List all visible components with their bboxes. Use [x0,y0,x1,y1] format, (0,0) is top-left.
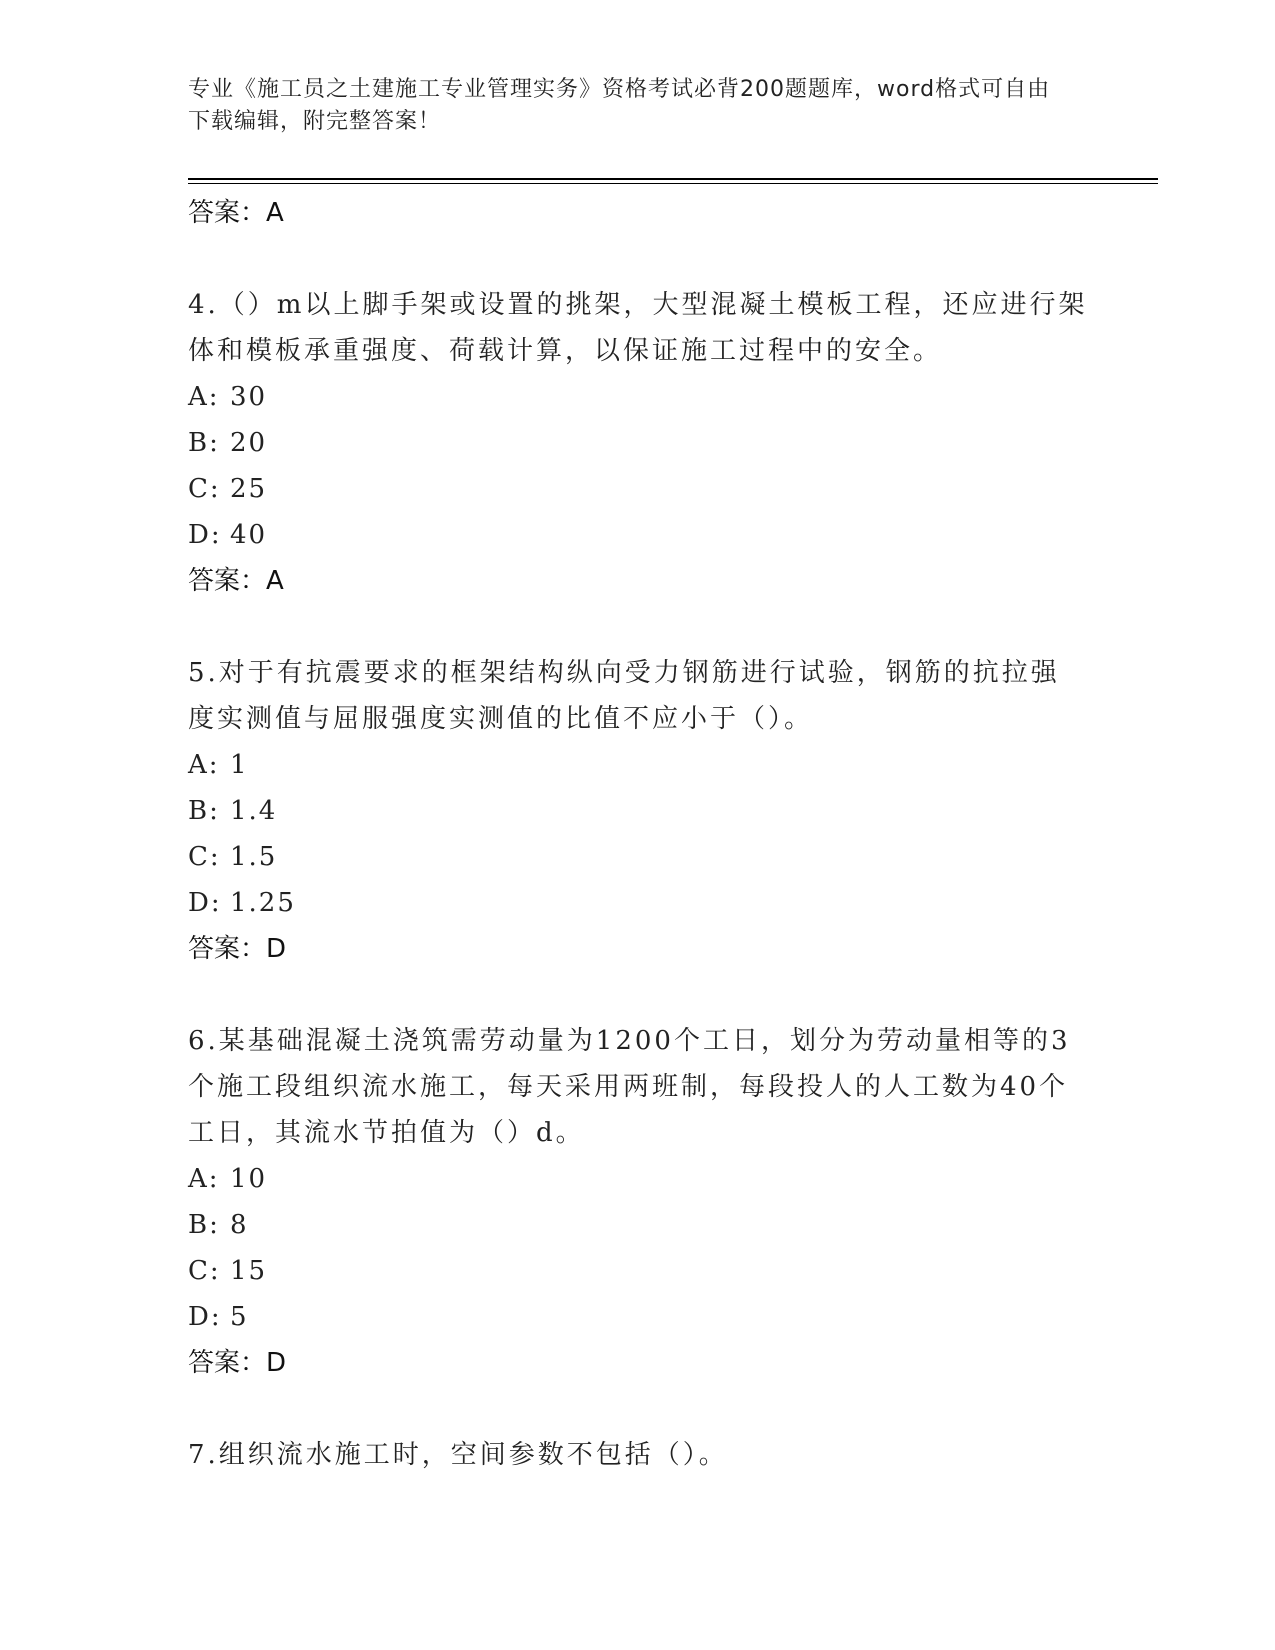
question-text: 4.（）m以上脚手架或设置的挑架，大型混凝土模板工程，还应进行架体和模板承重强度、荷载计算，以保证施工过程中的安全。 [188,290,1088,366]
option-c [188,834,1088,880]
option-key: D: [188,520,222,550]
option-key: A: [188,382,220,412]
question-item [188,1018,1088,1386]
option-c [188,1248,1088,1294]
option-d [188,880,1088,926]
option-value: 1.25 [230,888,296,918]
option-value: 25 [230,474,268,504]
option-value: 15 [230,1256,268,1286]
option-key: B: [188,1210,220,1240]
option-key: B: [188,796,220,826]
option-key: D: [188,1302,222,1332]
option-b [188,788,1088,834]
option-c [188,466,1088,512]
option-d [188,512,1088,558]
option-b [188,420,1088,466]
option-key: D: [188,888,222,918]
option-b [188,1202,1088,1248]
option-key: C: [188,474,221,504]
option-value: 10 [230,1164,268,1194]
option-value: 20 [230,428,268,458]
question-list [188,190,1088,1478]
option-value: 40 [230,520,268,550]
answer-line: 答案：A [188,198,284,228]
option-value: 30 [230,382,268,412]
answer-line: 答案：D [188,1348,287,1378]
header-rule-thick [188,178,1158,180]
option-key: B: [188,428,220,458]
page-header: 专业《施工员之土建施工专业管理实务》资格考试必背200题题库，word格式可自由下载编辑，附完整答案！ [188,77,1051,134]
option-d [188,1294,1088,1340]
option-key: A: [188,750,220,780]
option-value: 1.4 [230,796,278,826]
option-a [188,374,1088,420]
option-a [188,742,1088,788]
option-value: 8 [230,1210,249,1240]
header-rule-thin [188,183,1158,184]
question-text: 5.对于有抗震要求的框架结构纵向受力钢筋进行试验，钢筋的抗拉强度实测值与屈服强度实测值的比值不应小于（）。 [188,658,1060,734]
answer-line: 答案：D [188,934,287,964]
question-item [188,650,1088,972]
option-value: 1.5 [230,842,278,872]
option-value: 5 [230,1302,249,1332]
question-item [188,1432,1088,1478]
question-text: 7.组织流水施工时，空间参数不包括（）。 [188,1440,728,1470]
option-key: C: [188,842,221,872]
option-value: 1 [230,750,249,780]
question-item [188,282,1088,604]
option-key: C: [188,1256,221,1286]
option-key: A: [188,1164,220,1194]
answer-line: 答案：A [188,566,284,596]
option-a [188,1156,1088,1202]
question-text: 6.某基础混凝土浇筑需劳动量为1200个工日，划分为劳动量相等的3个施工段组织流水施工，每天采用两班制，每段投人的人工数为40个工日，其流水节拍值为（）d。 [188,1026,1071,1148]
